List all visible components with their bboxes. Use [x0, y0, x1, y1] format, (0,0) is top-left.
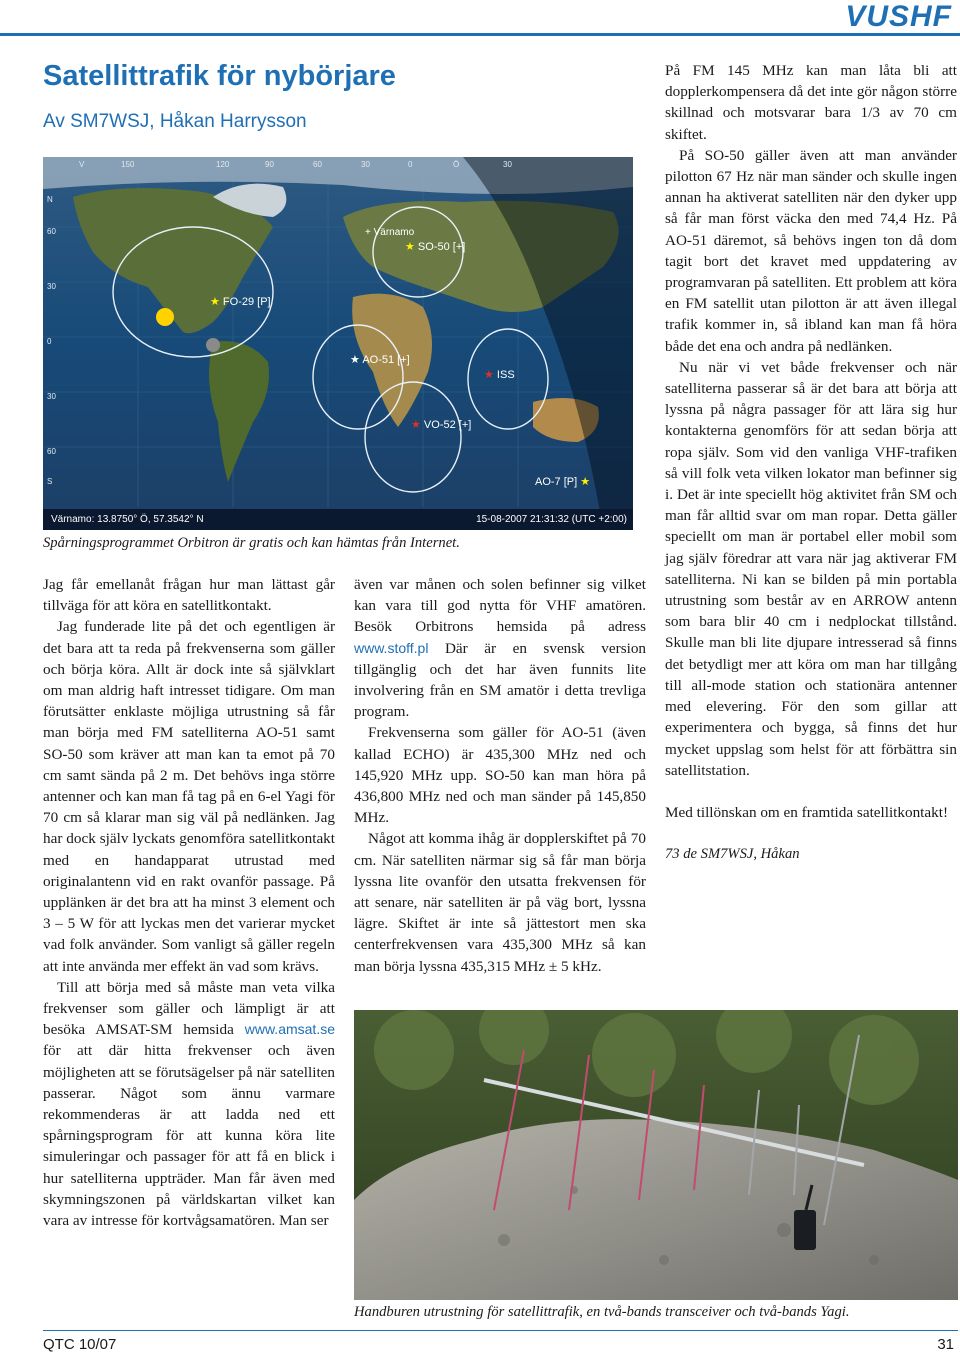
antenna-photo — [354, 1010, 958, 1300]
marker-ao7: AO-7 [P] ★ — [535, 476, 591, 488]
article-byline: Av SM7WSJ, Håkan Harrysson — [43, 111, 307, 132]
column-3 — [665, 60, 957, 865]
orbitron-link[interactable]: www.stoff.pl — [354, 639, 429, 656]
marker-iss: ★ ISS — [484, 369, 515, 381]
col3-paragraph-3: Nu när vi vet både frekvenser och när satelliterna passerar så är det bara att börja att lyssna på några passager för att lära sig hur kontakterna genomförs för att sedan börja att ropa själv. Som vid den vanliga VHF-trafiken så vill folk veta vilken lokator man befinner sig i. Det är inte speciellt hög aktivitet från SM och man får alltid svar om man ropar. Detta gäller speciellt om man är portabel eller mobil som jag själv föredrar att vara när jag aktiverar FM satelliterna. Ni kan se bilden på min portabla utrustning som består av en ARROW antenn som bara blir 40 cm i nedplockat tillstånd. Skulle man bli lite djupare intresserad så finns det betydligt mer att köra om man har tillgång till all-mode station och stationära antenner med elevering. För den som gillar att experimentera och bygga, så finns det hur mycket uppslag som helst för att förbättra sin satellitstation. — [665, 358, 957, 779]
map-status-location: Värnamo: 13.8750° Ö, 57.3542° N — [51, 514, 204, 525]
orbitron-map-figure: V 150 120 90 60 30 0 Ö 30 N 60 30 0 30 60 S + Värnamo ★ SO-50 [+] ★ FO-29 [P] ★ AO-51 [+] ★ ISS ★ VO-52 [+] AO-7 [P] ★ Värnamo: 13.8750° Ö, 57.3542° N 15-08-2007 21:31:32 (UTC +2:00) — [43, 157, 633, 530]
section-label: VUSHF — [845, 0, 952, 33]
footer-rule — [43, 1330, 958, 1331]
marker-ao51: ★ AO-51 [+] — [350, 354, 410, 366]
moon-icon — [206, 338, 220, 352]
star-icon: ★ — [210, 296, 223, 308]
col2-paragraph-2: Frekvenserna som gäller för AO-51 (även kallad ECHO) är 435,300 MHz ned och 145,920 MHz upp. SO-50 kan man höra på 436,800 MHz ned och man sänder på 145,850 MHz. — [354, 724, 646, 827]
col1-paragraph-2: Jag funderade lite på det och egentligen är det bara att ta reda på frekvenserna som gäller och börja köra. Allt är dock inte så självklart om man aldrig haft intresset tidigare. Om man förutsätter enklaste möjliga utrustning så får man börja med FM satelliterna AO-51 samt SO-50 som kräver att man kan ta emot på 70 cm samt sända på 2 m. Det behövs inga större antenner och kan man få tag på en 6-el Yagi för 70 cm så klarar man sig väl på nedlänken. Jag har dock själv lyckats genomföra satellitkontakt med en handapparat utrustad med originalantenn vid en rakt ovanför passage. På upplänken är det bra att ha minst 3 element och 3 – 5 W för att lyckas men det varierar mycket vad folk använder. Som vanligt så gäller regeln att inte använda mer effekt än vad som krävs. — [43, 618, 335, 975]
col3-paragraph-2: På SO-50 gäller även att man använder pilotton 67 Hz när man sänder och skulle ingen annan ha aktiverat satelliten när den dyker upp så får man först väcka den med 74,4 Hz. På AO-51 däremot, så behövs ingen ton då dom tagit bort det kravet med uppdatering av programvaran på satelliten. Ett problem att köra en FM satellit utan pilotton är att även illegal trafik kommer in, så ibland kan man få höra både det ena och andra på nedlänken. — [665, 146, 957, 355]
sun-icon — [156, 308, 174, 326]
signoff: 73 de SM7WSJ, Håkan — [665, 846, 800, 863]
page-number: 31 — [937, 1336, 954, 1353]
photo-caption: Handburen utrustning för satellittrafik, en två-bands transceiver och två-bands Yagi. — [354, 1304, 850, 1320]
star-icon: ★ — [577, 476, 591, 488]
map-status-time: 15-08-2007 21:31:32 (UTC +2:00) — [476, 514, 627, 525]
col2-paragraph-3: Något att komma ihåg är dopplerskiftet på 70 cm. När satelliten närmar sig så får man börja lyssna lite ovanför den utsatta frekvensen för att senare, när satelliten är på väg bort, lyssna lägre. Skiftet är inte så jättestort men ska centerfrekvensen vara 435,300 MHz så kan man börja lyssna 435,315 MHz ± 5 kHz. — [354, 830, 646, 975]
amsat-link[interactable]: www.amsat.se — [244, 1021, 335, 1038]
col3-paragraph-4: Med tillönskan om en framtida satellitkontakt! — [665, 803, 949, 821]
star-icon: ★ — [405, 241, 418, 253]
col3-paragraph-1: På FM 145 MHz kan man låta bli att dopplerkompensera då det inte gör någon större skillnad och motsvarar bara 1/3 av 70 cm skiftet. — [665, 62, 957, 143]
star-icon: ★ — [484, 369, 497, 381]
marker-vo52: ★ VO-52 [+] — [411, 419, 472, 431]
map-caption: Spårningsprogrammet Orbitron är gratis och kan hämtas från Internet. — [43, 535, 460, 551]
header-rule — [0, 33, 960, 36]
marker-fo29: ★ FO-29 [P] — [210, 296, 271, 308]
column-1 — [43, 574, 335, 1231]
star-icon: ★ — [350, 354, 363, 366]
marker-home: + Värnamo — [365, 227, 415, 238]
radio-icon — [794, 1210, 816, 1250]
col1-paragraph-1: Jag får emellanåt frågan hur man lättast går tillväga för att köra en satellitkontakt. — [43, 576, 335, 615]
col1-paragraph-3: Till att börja med så måste man veta vilka frekvenser som gäller och lämpligt är att besöka AMSAT-SM hemsida www.amsat.se för att där hitta frekvenser och även möjligheten att se förutsägelser på när satelliten passerar. Något som ännu varmare rekommenderas är att ladda ned ett spårningsprogram för att kunna köra lite simuleringar och passager för att få en blick i hur satelliterna uppträder. Man får även med skymningszonen på världskartan vilket kan vara av intresse för kortvågsamatören. Man ser — [43, 978, 335, 1230]
marker-so50: ★ SO-50 [+] — [405, 241, 466, 253]
issue-label: QTC 10/07 — [43, 1336, 117, 1353]
antenna-photo-image — [354, 1010, 958, 1300]
column-2 — [354, 574, 646, 977]
col2-paragraph-1: även var månen och solen befinner sig vilket kan vara till god nytta för VHF amatören. Besök Orbitrons hemsida på adress www.stoff.pl Där är en svensk version tillgänglig och det har även funnits lite involvering från en SM amatör i detta trevliga program. — [354, 576, 647, 721]
article-title: Satellittrafik för nybörjare — [43, 60, 396, 92]
star-icon: ★ — [411, 419, 424, 431]
